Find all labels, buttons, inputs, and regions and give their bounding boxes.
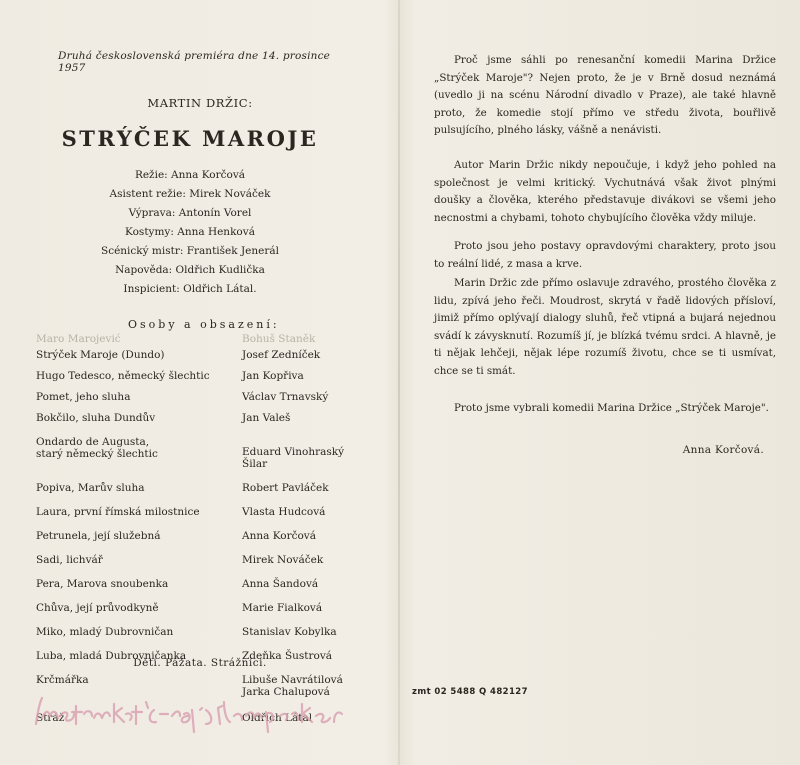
cast-row: [36, 530, 366, 550]
cast-actor: Eduard Vinohraský Šilar: [242, 446, 345, 470]
print-code: zmt 02 5488 Q 482127: [412, 687, 528, 697]
cast-actor: Libuše Navrátilová Jarka Chalupová: [242, 674, 343, 698]
cast-heading: Osoby a obsazení:: [128, 318, 280, 331]
credit-stage-manager: Inspicient: Oldřich Látal.: [123, 283, 257, 295]
essay-paragraph: Proč jsme sáhli po renesanční komedii Marina Držice „Strýček Maroje"? Nejen proto, že je v Brně dosud neznámá (uvedlo ji na scénu Národní divadlo v Praze), ale také hlavně proto, že komedie stojí přímo ve středu života, bouřlivě pulsujícího, plného lásky, vášně a nenávisti.: [434, 54, 776, 136]
cast-role: Luba, mladá Dubrovničanka: [36, 650, 187, 662]
cast-role: Sadi, lichvář: [36, 554, 103, 566]
cast-row: [36, 391, 366, 410]
cast-actor: Robert Pavláček: [242, 482, 329, 494]
cast-actor: Stanislav Kobylka: [242, 626, 337, 638]
author-name: MARTIN DRŽIC:: [147, 96, 253, 110]
cast-role: Bokčilo, sluha Dundův: [36, 412, 156, 424]
cast-row: [36, 554, 366, 574]
essay-paragraph: Proto jsme vybrali komedii Marina Držice „Strýček Maroje".: [454, 402, 769, 414]
cast-role: Laura, první římská milostnice: [36, 506, 200, 518]
cast-row: [36, 506, 366, 526]
cast-row: [36, 482, 366, 502]
cast-role: Chůva, její průvodkyně: [36, 602, 159, 614]
cast-actor: Václav Trnavský: [242, 391, 329, 403]
essay-paragraph: Autor Marin Držic nikdy nepoučuje, i když jeho pohled na společnost je velmi kritický. Vychutnává však život plnými doušky a člověka, kterého představuje divákovi se všemi jeho necnostmi a chybami, tohoto chybujícího člověka vždy miluje.: [434, 159, 776, 224]
cast-actor: Jan Valeš: [242, 412, 291, 424]
premiere-note: Druhá československá premiéra dne 14. prosince 1957: [58, 50, 331, 74]
extras-line: Děti. Pážata. Strážníci.: [133, 657, 267, 669]
cast-row: [36, 333, 366, 347]
cast-row: [36, 602, 366, 622]
cast-role: Ondardo de Augusta, starý německý šlechtic: [36, 436, 158, 460]
cast-role: Pomet, jeho sluha: [36, 391, 131, 403]
cast-actor: Jan Kopřiva: [242, 370, 304, 382]
essay-signature: Anna Korčová.: [682, 444, 764, 456]
essay-paragraph: Proto jsou jeho postavy opravdovými charaktery, proto jsou to reální lidé, z masa a krve.: [434, 240, 776, 270]
cast-actor: Zdeňka Šustrová: [242, 650, 333, 662]
essay-paragraph: Marin Držic zde přímo oslavuje zdravého, prostého člověka z lidu, zpívá jeho řeči. Moudrost, skrytá v řadě lidových přísloví, jimiž přímo oplývají dialogy sluhů, řeč vtipná a bujará nejednou svádí k závysknutí. Rozumíš jí, je blízká tvému srdci. A hlavně, je ti nějak lehčeji, nějak lépe rozumíš životu, chce se ti usmívat, chce se ti smát.: [434, 277, 776, 377]
cast-role: Krčmářka: [36, 674, 89, 686]
cast-role: Hugo Tedesco, německý šlechtic: [36, 370, 210, 382]
cast-actor: Anna Šandová: [242, 578, 319, 590]
cast-row: [36, 370, 366, 389]
credit-director: Režie: Anna Korčová: [134, 169, 246, 181]
play-title: STRÝČEK MAROJE: [61, 126, 319, 151]
handwritten-annotation: [30, 680, 410, 740]
credit-costumes: Kostymy: Anna Henková: [125, 226, 255, 238]
credits-list: [0, 166, 380, 299]
cast-role: Petrunela, její služebná: [36, 530, 161, 542]
credit-assistant-director: Asistent režie: Mirek Nováček: [109, 188, 271, 200]
cast-row: [36, 626, 366, 646]
cast-role: Stráž: [36, 712, 65, 724]
cast-actor: Mirek Nováček: [242, 554, 324, 566]
cast-actor: Anna Korčová: [242, 530, 317, 542]
cast-role: Pera, Marova snoubenka: [36, 578, 169, 590]
cast-role: Miko, mladý Dubrovničan: [36, 626, 174, 638]
credit-set-design: Výprava: Antonín Vorel: [128, 207, 252, 219]
cast-row: [36, 578, 366, 598]
cast-actor: Vlasta Hudcová: [242, 506, 326, 518]
cast-actor: Bohuš Staněk: [242, 333, 316, 345]
cast-row: [36, 349, 366, 368]
credit-stage-master: Scénický mistr: František Jenerál: [101, 245, 279, 257]
credit-prompter: Napověda: Oldřich Kudlička: [115, 264, 265, 276]
cast-role: Popiva, Marův sluha: [36, 482, 145, 494]
cast-row: [36, 412, 366, 431]
cast-actor: Marie Fialková: [242, 602, 323, 614]
right-page: [410, 0, 790, 765]
cast-actor: Josef Zedníček: [242, 349, 321, 361]
cast-role: Strýček Maroje (Dundo): [36, 349, 165, 361]
cast-role: Maro Marojević: [36, 333, 121, 345]
cast-row: [36, 436, 366, 478]
cast-actor: Oldřich Látal: [242, 712, 313, 724]
